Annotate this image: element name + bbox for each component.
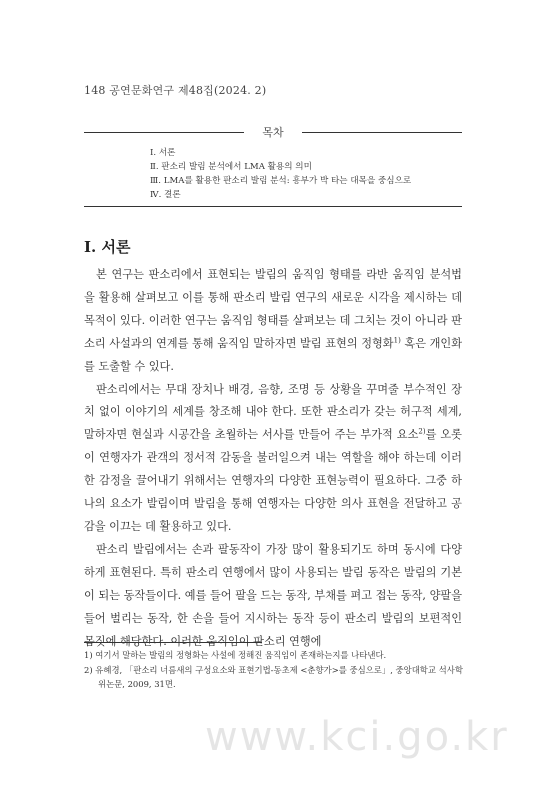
footnotes <box>84 648 464 692</box>
table-of-contents <box>84 126 462 207</box>
section-heading: Ⅰ. 서론 <box>84 238 131 256</box>
toc-top-rule-right <box>302 132 462 133</box>
toc-list <box>150 146 411 202</box>
paragraph-text: 본 연구는 판소리에서 표현되는 발림의 움직임 형태를 라반 움직임 분석법을 활용해 살펴보고 이를 통해 판소리 발림 연구의 새로운 시각을 제시하는 데 목적이 있다. 이러한 연구는 움직임 형태를 살펴보는 데 그치는 것이 아니라 판소리 사설과의 연계를 통해 움직임 말하자면 발림 표현의 정형화 <box>84 268 462 350</box>
watermark: www.kci.go.kr <box>205 714 509 760</box>
paragraph-text: 판소리에서는 무대 장치나 배경, 음향, 조명 등 상황을 꾸며줄 부수적인 장치 없이 이야기의 세계를 창조해 내야 한다. 또한 판소리가 갖는 허구적 세계, 말하자면 현실과 시공간을 초월하는 서사를 만들어 주는 부가적 요소 <box>84 382 462 442</box>
paragraph <box>84 539 462 654</box>
paragraph-text: 혹은 개인화를 도출할 수 있다. <box>84 336 463 373</box>
paragraph <box>84 264 462 379</box>
toc-item: Ⅱ. 판소리 발림 분석에서 LMA 활용의 의미 <box>150 162 312 172</box>
footnote-ref[interactable]: 2) <box>418 427 426 436</box>
toc-item: Ⅰ. 서론 <box>150 148 176 158</box>
footnote-ref[interactable]: 1) <box>393 335 401 344</box>
footnote-divider <box>84 642 262 643</box>
paragraph-text: 를 오롯이 연행자가 관객의 정서적 감동을 불러일으켜 내는 역할을 해야 하는데 이러한 감정을 끌어내기 위해서는 연행자의 다양한 표현능력이 필요하다. 그중 하나의 요소가 발림이며 발림을 통해 연행자는 다양한 의사 표현을 전달하고 공감을 이끄는 데 활용하고 있다. <box>84 428 462 533</box>
toc-item: Ⅲ. LMA를 활용한 판소리 발림 분석: 흥부가 박 타는 대목을 중심으로 <box>150 176 412 186</box>
paragraph <box>84 379 462 539</box>
toc-title: 목차 <box>262 126 284 139</box>
running-head: 148 공연문화연구 제48집(2024. 2) <box>84 84 267 97</box>
footnote: 2) 유혜경, 「판소리 너름새의 구성요소와 표현기법-동초제 <춘향가>를 중심으로」, 중앙대학교 석사학위논문, 2009, 31면. <box>84 664 463 689</box>
paragraph-text: 판소리 발림에서는 손과 팔동작이 가장 많이 활용되기도 하며 동시에 다양하게 표현된다. 특히 판소리 연행에서 많이 사용되는 발림 동작은 발림의 기본이 되는 동작들이다. 예를 들어 팔을 드는 동작, 부채를 펴고 접는 동작, 양팔을 들어 벌리는 동작, 한 손을 들어 지시하는 동작 등이 판소리 발림의 보편적인 몸짓에 해당한다. 이러한 움직임이 판소리 연행에 <box>84 542 462 648</box>
toc-item: Ⅳ. 결론 <box>150 190 181 200</box>
toc-top-rule-left <box>84 132 244 133</box>
footnote: 1) 여기서 말하는 발림의 정형화는 사설에 정해진 움직임이 존재하는지를 나타낸다. <box>84 650 387 660</box>
body-text <box>84 264 462 653</box>
